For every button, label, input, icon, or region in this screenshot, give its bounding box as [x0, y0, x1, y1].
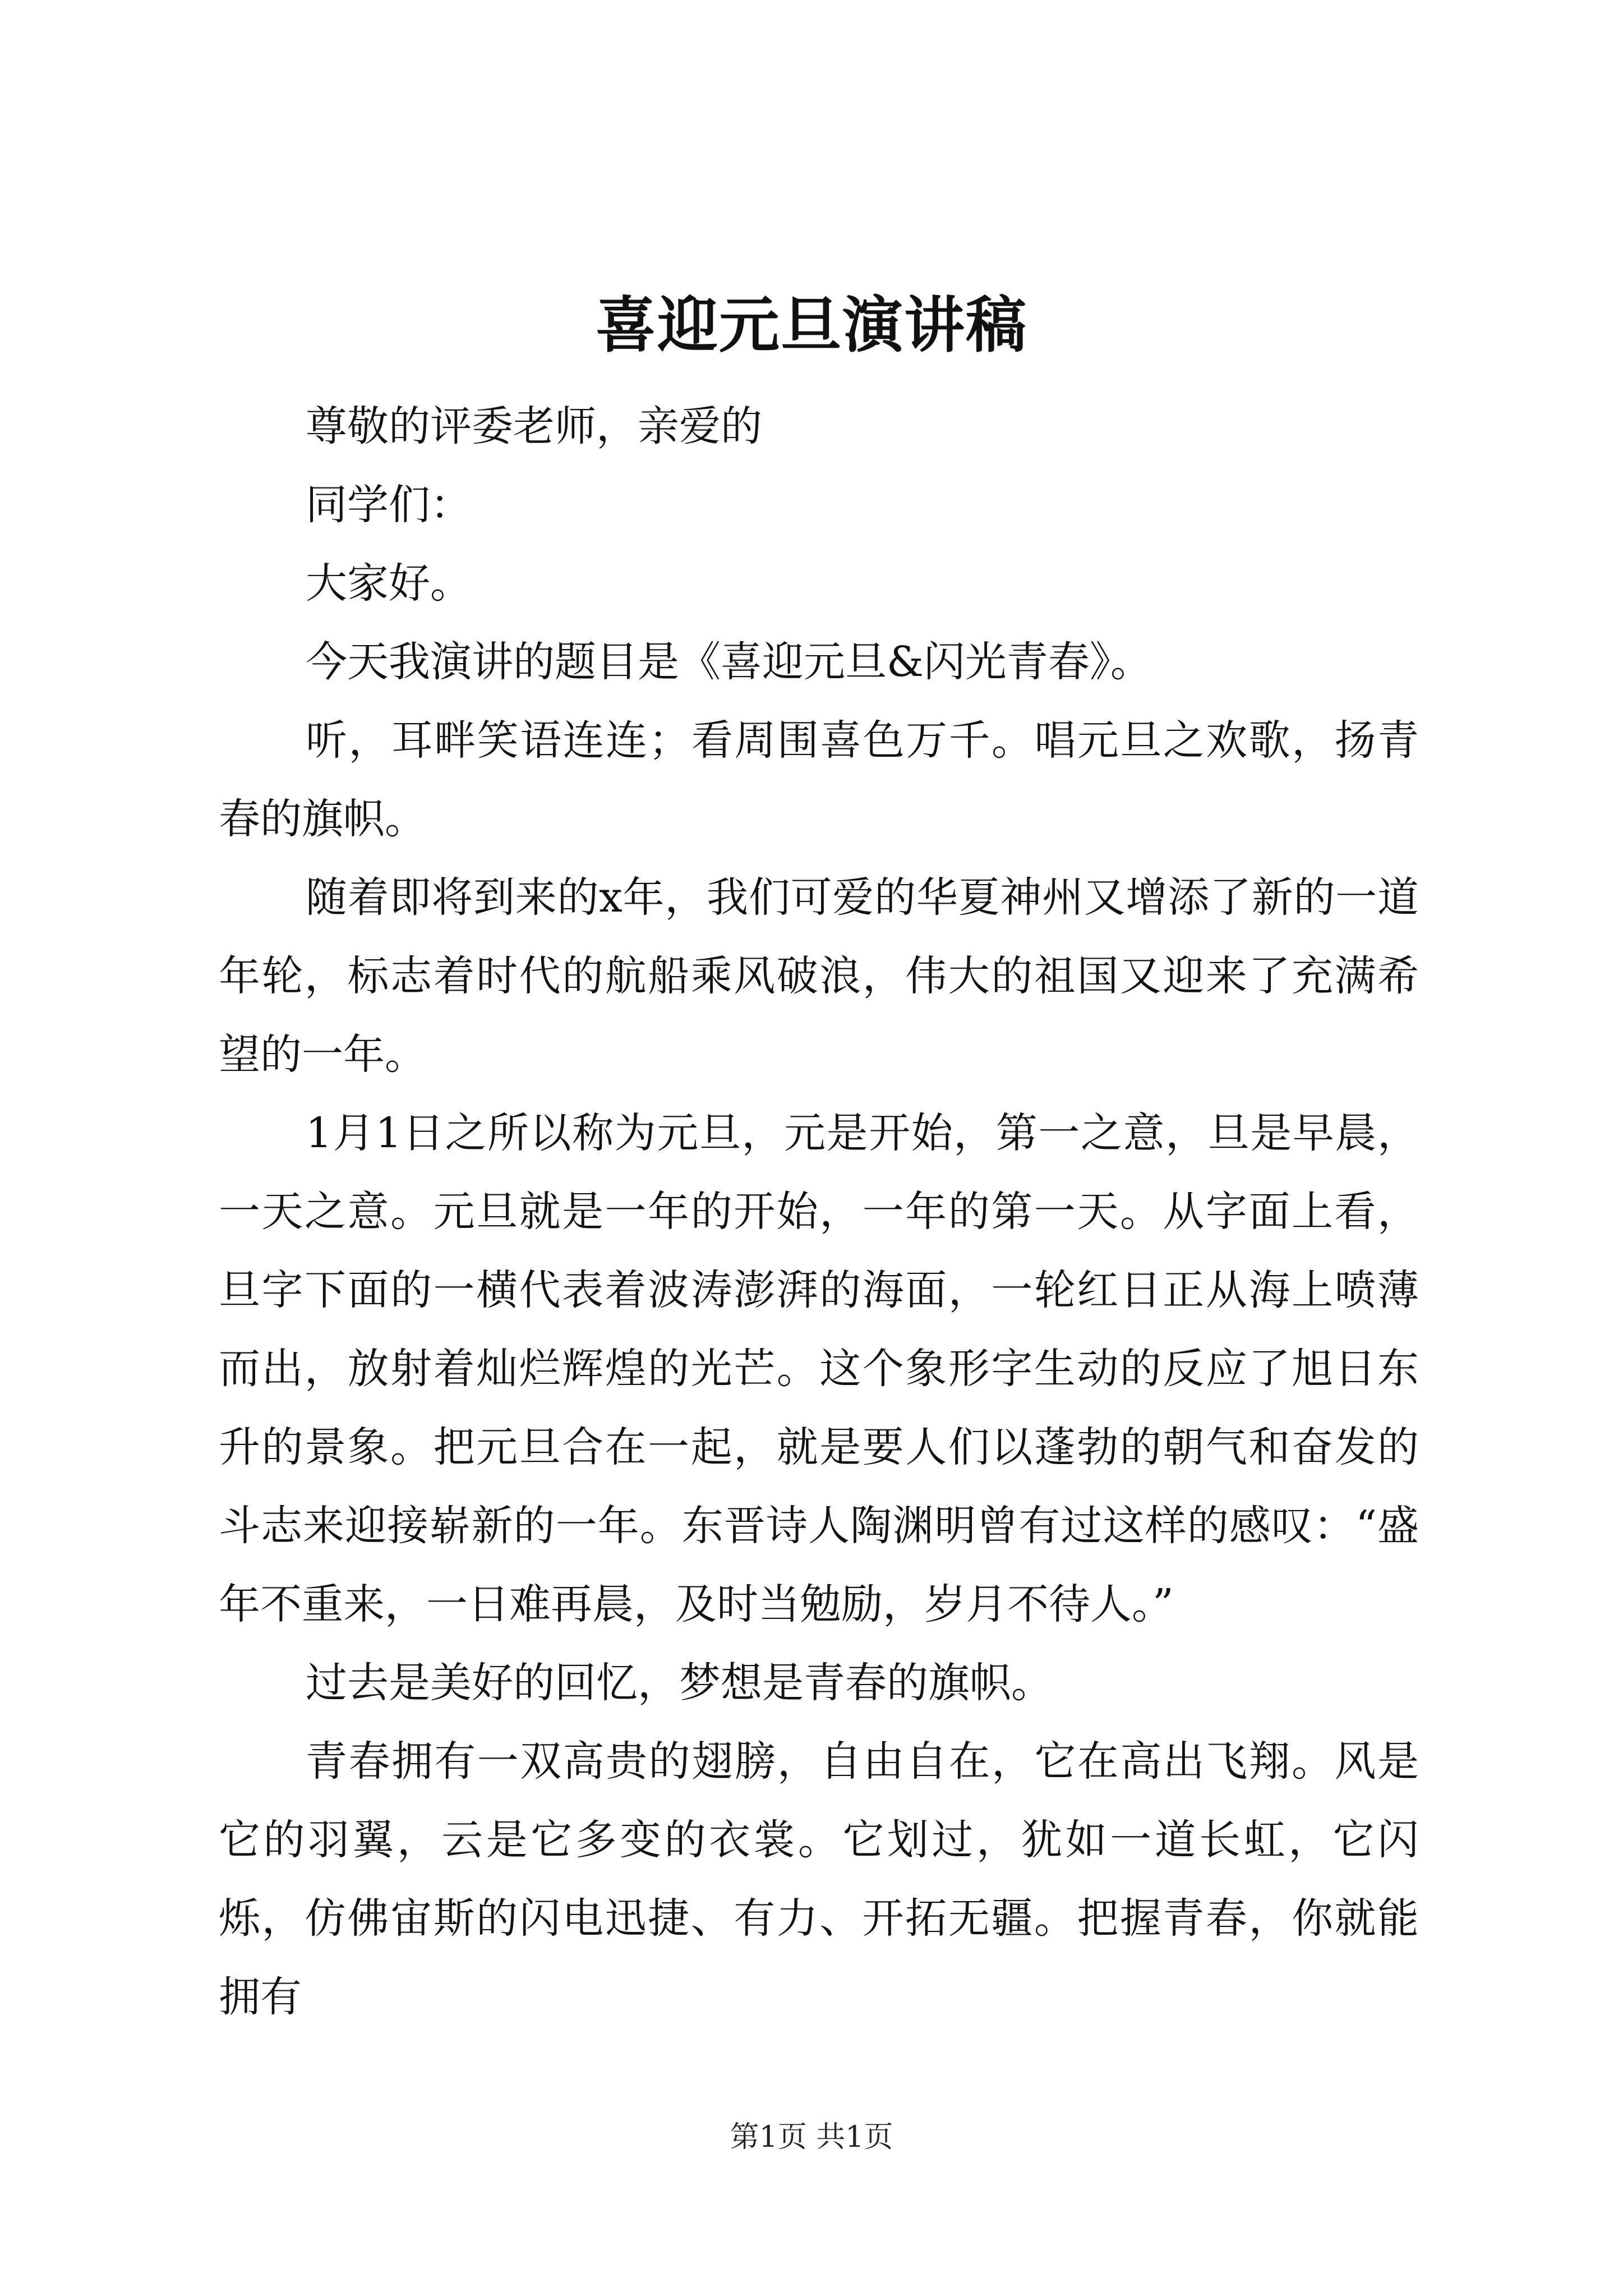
paragraph-new-year: 随着即将到来的x年，我们可爱的华夏神州又增添了新的一道年轮，标志着时代的航船乘风破浪，伟大的祖国又迎来了充满希望的一年。	[219, 873, 1419, 1079]
paragraph-youth-wings: 青春拥有一双高贵的翅膀，自由自在，它在高出飞翔。风是它的羽翼，云是它多变的衣裳。它划过，犹如一道长虹，它闪烁，仿佛宙斯的闪电迅捷、有力、开拓无疆。把握青春，你就能拥有	[219, 1737, 1419, 2021]
paragraph-audience: 同学们：	[306, 481, 472, 529]
document-body	[219, 387, 1419, 2036]
document-title: 喜迎元旦演讲稿	[595, 290, 1027, 361]
paragraph-listen: 听，耳畔笑语连连；看周围喜色万千。唱元旦之欢歌，扬青春的旗帜。	[219, 716, 1419, 843]
paragraph-greeting: 尊敬的评委老师，亲爱的	[306, 402, 762, 450]
page-footer: 第1页 共1页	[730, 2120, 893, 2154]
paragraph-past-dreams: 过去是美好的回忆，梦想是青春的旗帜。	[306, 1659, 1053, 1707]
paragraph-yuandan-meaning: 1月1日之所以称为元旦，元是开始，第一之意，旦是早晨，一天之意。元旦就是一年的开始，一年的第一天。从字面上看，旦字下面的一横代表着波涛澎湃的海面，一轮红日正从海上喷薄而出，放射着灿烂辉煌的光芒。这个象形字生动的反应了旭日东升的景象。把元旦合在一起，就是要人们以蓬勃的朝气和奋发的斗志来迎接崭新的一年。东晋诗人陶渊明曾有过这样的感叹：“盛年不重来，一日难再晨，及时当勉励，岁月不待人。”	[219, 1109, 1419, 1628]
paragraph-hello: 大家好。	[306, 559, 472, 608]
paragraph-topic: 今天我演讲的题目是《喜迎元旦&闪光青春》。	[306, 638, 1152, 686]
